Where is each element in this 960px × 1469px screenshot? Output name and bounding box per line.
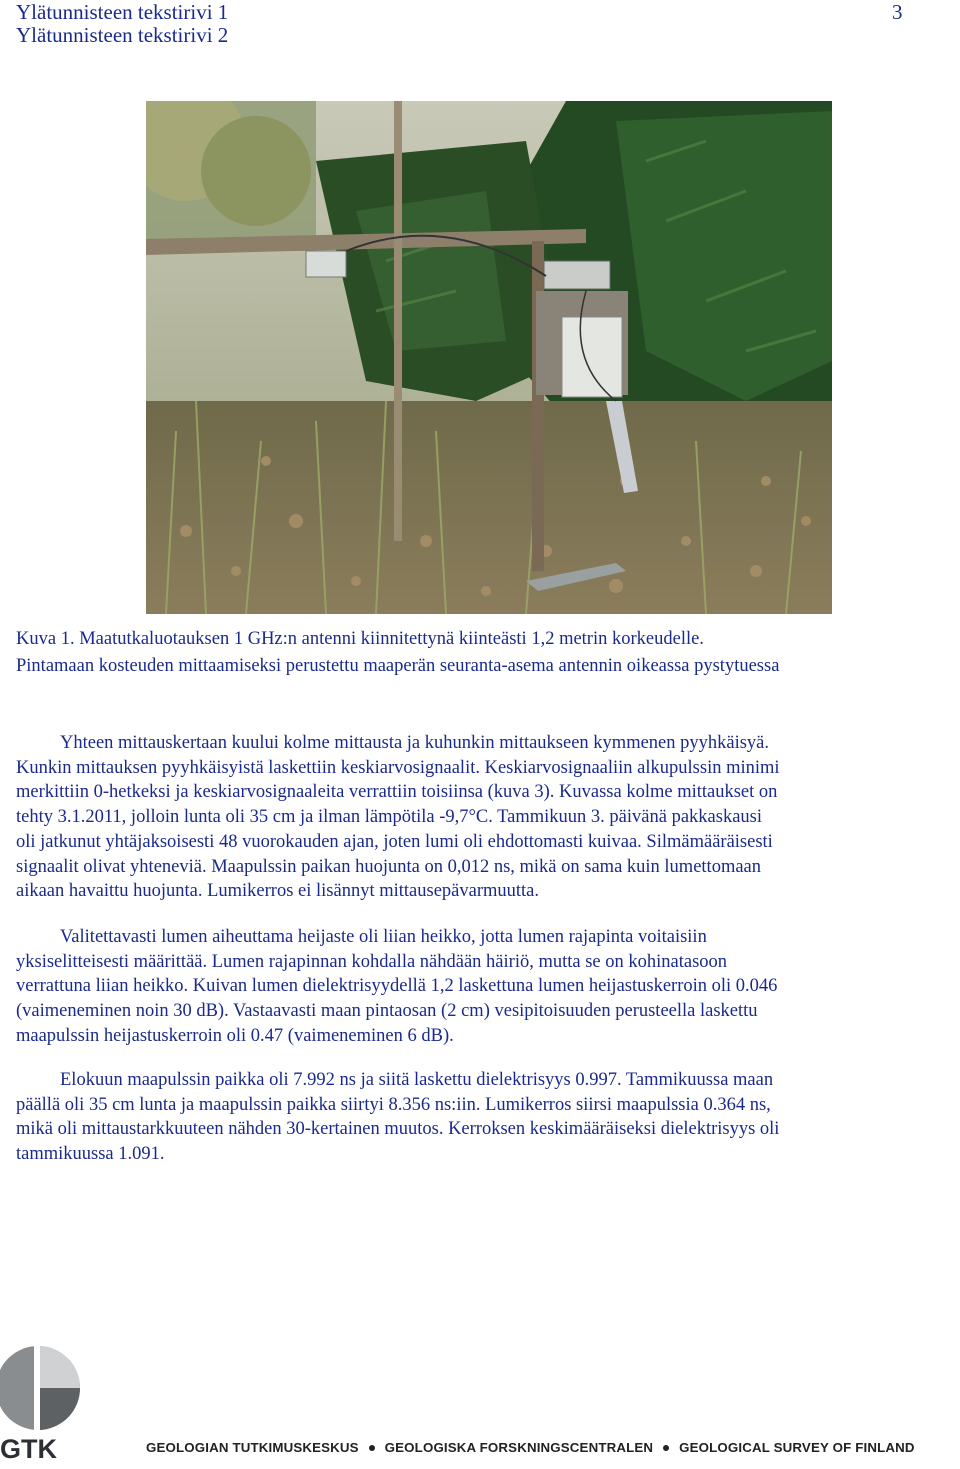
bullet-dot (663, 1445, 669, 1451)
page-number: 3 (892, 0, 903, 24)
text-line: oli jatkunut yhtäjaksoisesti 48 vuorokauden ajan, joten lumi oli ehdottomasti kuivaa. Silmämääräisesti (16, 831, 773, 852)
paragraph-1 (16, 731, 956, 904)
footer-organization (146, 1440, 915, 1455)
text-line: (vaimeneminen noin 30 dB). Vastaavasti maan pintaosan (2 cm) vesipitoisuuden perusteella laskettu (16, 1001, 758, 1022)
paragraph-2 (16, 925, 956, 1049)
text-line: Yhteen mittauskertaan kuului kolme mittausta ja kuhunkin mittaukseen kymmenen pyyhkäisyä. (60, 733, 770, 753)
text-line: merkittiin 0-hetkeksi ja keskiarvosignaaleita verrattiin toisiinsa (kuva 3). Kuvassa kolme mittaukset on (16, 782, 778, 803)
text-line: verrattuna liian heikko. Kuivan lumen dielektrisyydellä 1,2 laskettuna lumen heijastuskerroin oli 0.046 (16, 976, 778, 997)
text-line: tammikuussa 1.091. (16, 1144, 165, 1165)
bullet-dot (369, 1445, 375, 1451)
figure-caption (16, 626, 956, 680)
logo-text: GTK (0, 1434, 57, 1464)
text-line: maapulssin heijastuskerroin oli 0.47 (vaimeneminen 6 dB). (16, 1025, 454, 1046)
text-line: mikä oli mittaustarkkuuteen nähden 30-kertainen muutos. Kerroksen keskimääräiseksi dielektrisyys oli (16, 1119, 780, 1140)
caption-line: Pintamaan kosteuden mittaamiseksi perustettu maaperän seuranta-asema antennin oikeassa pystytuessa (16, 656, 780, 676)
header-line-1: Ylätunnisteen tekstirivi 1 (16, 0, 229, 24)
header-line-2: Ylätunnisteen tekstirivi 2 (16, 23, 229, 47)
text-line: tehty 3.1.2011, jolloin lunta oli 35 cm ja ilman lämpötila -9,7°C. Tammikuun 3. päivänä pakkaskausi (16, 807, 762, 828)
gtk-logo (0, 1338, 90, 1464)
org-name-fi: GEOLOGIAN TUTKIMUSKESKUS (146, 1440, 359, 1455)
text-line: Valitettavasti lumen aiheuttama heijaste oli liian heikko, jotta lumen rajapinta voitaisiin (60, 927, 707, 947)
caption-line: Kuva 1. Maatutkaluotauksen 1 GHz:n antenni kiinnitettynä kiinteästi 1,2 metrin korkeudelle. (16, 629, 704, 649)
text-line: Elokuun maapulssin paikka oli 7.992 ns ja siitä laskettu dielektrisyys 0.997. Tammikuussa maan (60, 1070, 774, 1090)
org-name-en: GEOLOGICAL SURVEY OF FINLAND (679, 1440, 915, 1455)
field-station-photo (146, 101, 832, 614)
text-line: signaalit olivat yhteneviä. Maapulssin paikan huojunta on 0,012 ns, mikä on sama kuin lumettomaan (16, 856, 762, 877)
text-line: aikaan havaittu huojunta. Lumikerros ei lisännyt mittausepävarmuutta. (16, 881, 539, 902)
org-name-sv: GEOLOGISKA FORSKNINGSCENTRALEN (384, 1440, 654, 1455)
text-line: Kunkin mittauksen pyyhkäisyistä laskettiin keskiarvosignaalit. Keskiarvosignaaliin alkupulssin minimi (16, 757, 780, 778)
text-line: yksiselitteisesti määrittää. Lumen rajapinnan kohdalla nähdään häiriö, mutta se on kohinatasoon (16, 951, 728, 972)
paragraph-3 (16, 1068, 956, 1167)
text-line: päällä oli 35 cm lunta ja maapulssin paikka siirtyi 8.356 ns:iin. Lumikerros siirsi maapulssia 0.364 ns, (16, 1094, 771, 1115)
